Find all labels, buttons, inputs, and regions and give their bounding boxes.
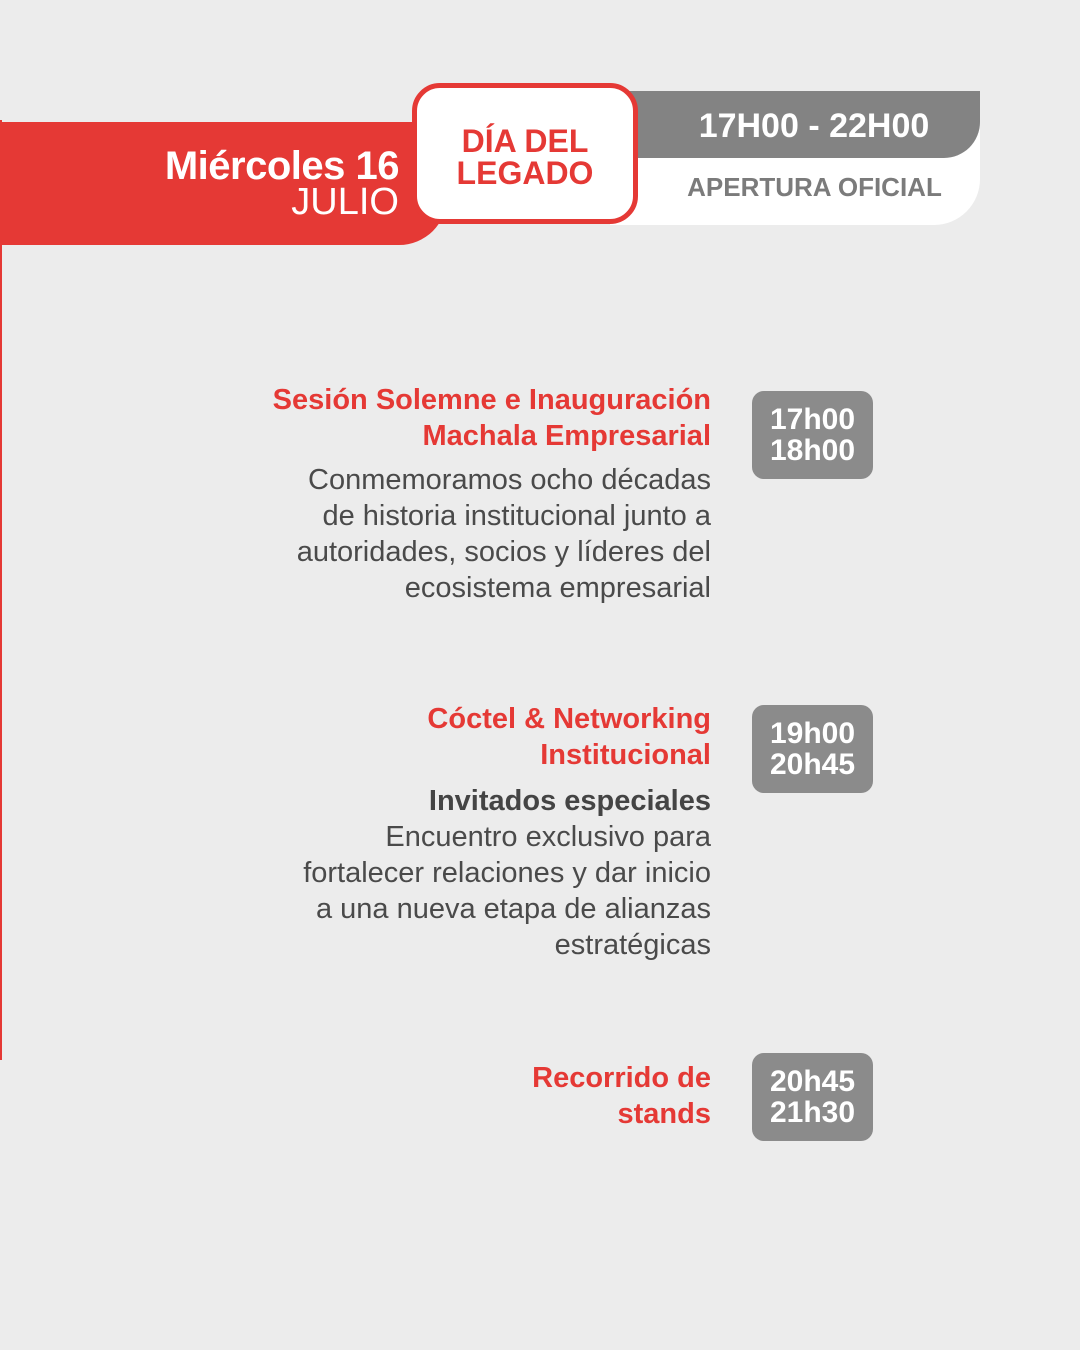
badge-line-1: DÍA DEL	[461, 123, 589, 159]
time-start: 17h00	[769, 403, 856, 436]
description-line: autoridades, socios y líderes del	[296, 536, 711, 568]
legacy-day-badge	[412, 83, 638, 224]
date-banner	[0, 122, 447, 245]
date-day: Miércoles 16	[164, 144, 399, 188]
time-end: 20h45	[769, 748, 856, 781]
agenda-item-title	[191, 1060, 711, 1132]
description-line: Conmemoramos ocho décadas	[308, 464, 711, 496]
title-line: Institucional	[540, 739, 711, 771]
description-line: de historia institucional junto a	[322, 500, 711, 532]
description-line: estratégicas	[554, 929, 711, 961]
agenda-item-subtitle: Invitados especiales	[428, 785, 711, 817]
time-end: 21h30	[769, 1096, 856, 1129]
opening-label: APERTURA OFICIAL	[687, 172, 942, 202]
description-line: a una nueva etapa de alianzas	[315, 893, 711, 925]
agenda-item-description	[191, 819, 711, 963]
agenda-item-text	[191, 1060, 711, 1132]
time-start: 20h45	[769, 1065, 856, 1098]
badge-line-2: LEGADO	[456, 155, 594, 191]
time-chip	[752, 705, 873, 793]
title-line: Recorrido de	[532, 1062, 711, 1094]
description-line: fortalecer relaciones y dar inicio	[303, 857, 711, 889]
time-bar-top	[610, 91, 980, 158]
agenda-item-title	[191, 382, 711, 454]
time-end: 18h00	[769, 434, 856, 467]
time-chip	[752, 391, 873, 479]
description-line: Encuentro exclusivo para	[385, 821, 711, 853]
agenda-item-description	[191, 462, 711, 606]
title-line: stands	[617, 1098, 711, 1130]
time-start: 19h00	[769, 717, 856, 750]
description-line: ecosistema empresarial	[404, 572, 711, 604]
left-accent-rule	[0, 120, 2, 1060]
time-chip	[752, 1053, 873, 1141]
title-line: Sesión Solemne e Inauguración	[272, 384, 711, 416]
date-month: JULIO	[291, 181, 399, 223]
agenda-item-title	[191, 701, 711, 773]
title-line: Cóctel & Networking	[427, 703, 711, 735]
agenda-item-text	[191, 701, 711, 963]
title-line: Machala Empresarial	[422, 420, 711, 452]
time-bar	[610, 91, 980, 225]
event-time-range: 17H00 - 22H00	[698, 107, 930, 145]
agenda-item-text	[191, 382, 711, 606]
